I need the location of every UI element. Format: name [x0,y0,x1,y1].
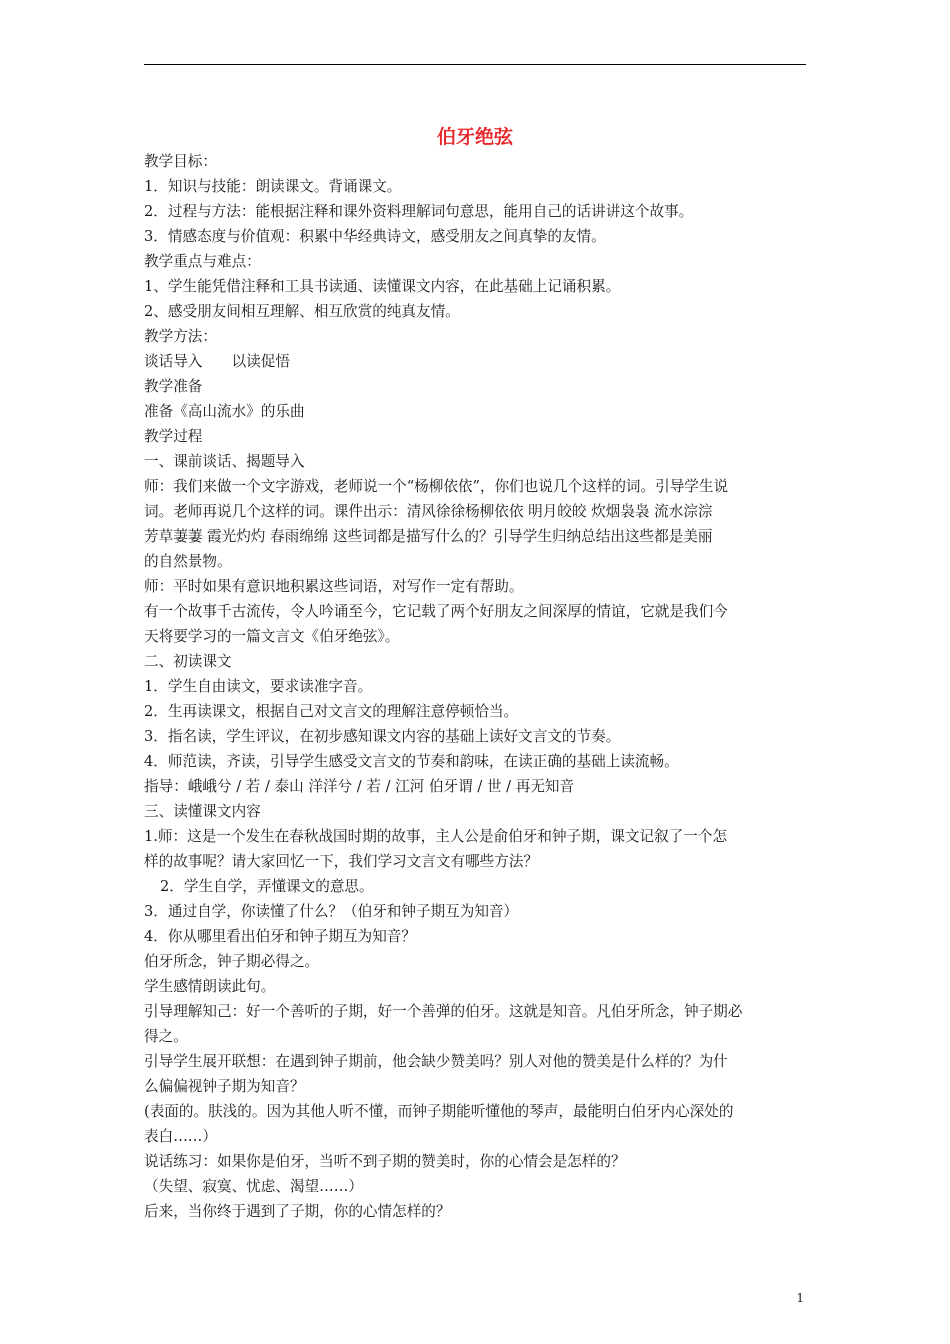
text-line: 词。老师再说几个这样的词。课件出示：清风徐徐杨柳依依 明月皎皎 炊烟袅袅 流水淙淙 [144,503,713,520]
text-line: 指导：峨峨兮 / 若 / 泰山 洋洋兮 / 若 / 江河 伯牙谓 / 世 / 再无知音 [144,778,575,795]
text-line: 天将要学习的一篇文言文《伯牙绝弦》。 [144,628,400,645]
text-line: 引导理解知己：好一个善听的子期，好一个善弹的伯牙。这就是知音。凡伯牙所念，钟子期必 [144,1003,743,1020]
text-line: 二、初读课文 [144,653,232,670]
text-line: 1．知识与技能：朗读课文。背诵课文。 [144,178,402,195]
text-line: 说话练习：如果你是伯牙，当听不到子期的赞美时，你的心情会是怎样的？ [144,1153,626,1170]
text-line: 教学过程 [144,428,203,445]
page-number: 1 [796,1291,804,1305]
document-body [144,149,808,1224]
text-line: 2．学生自学，弄懂课文的意思。 [160,878,374,895]
text-line: 1.师：这是一个发生在春秋战国时期的故事，主人公是俞伯牙和钟子期，课文记叙了一个怎 [144,828,728,845]
text-line: 学生感情朗读此句。 [144,978,276,995]
text-line: 谈话导入 以读促悟 [144,353,290,370]
text-line: 2．生再读课文，根据自己对文言文的理解注意停顿恰当。 [144,703,519,720]
text-line: 伯牙所念，钟子期必得之。 [144,953,320,970]
text-line: 师：平时如果有意识地积累这些词语，对写作一定有帮助。 [144,578,524,595]
text-line: 1、学生能凭借注释和工具书读通、读懂课文内容，在此基础上记诵积累。 [144,278,621,295]
document-title: 伯牙绝弦 [436,126,513,148]
text-line: (表面的。肤浅的。因为其他人听不懂，而钟子期能听懂他的琴声，最能明白伯牙内心深处的 [144,1103,734,1120]
text-line: 表白……） [144,1128,217,1145]
header-rule [144,64,806,65]
text-line: 么偏偏视钟子期为知音？ [144,1078,305,1095]
text-line: 3．指名读，学生评议，在初步感知课文内容的基础上读好文言文的节奏。 [144,728,621,745]
text-line: 教学方法： [144,328,217,345]
text-line: 一、课前谈话、揭题导入 [144,453,305,470]
text-line: 2．过程与方法：能根据注释和课外资料理解词句意思，能用自己的话讲讲这个故事。 [144,203,694,220]
text-line: 教学重点与难点： [144,253,261,270]
text-line: 的自然景物。 [144,553,232,570]
text-line: 有一个故事千古流传，令人吟诵至今，它记载了两个好朋友之间深厚的情谊，它就是我们今 [144,603,728,620]
text-line: 4．师范读，齐读，引导学生感受文言文的节奏和韵味，在读正确的基础上读流畅。 [144,753,679,770]
text-line: 后来，当你终于遇到了子期，你的心情怎样的？ [144,1203,451,1220]
text-line: 引导学生展开联想：在遇到钟子期前，他会缺少赞美吗？别人对他的赞美是什么样的？为什 [144,1053,728,1070]
text-line: 样的故事呢？请大家回忆一下，我们学习文言文有哪些方法？ [144,853,539,870]
text-line: 三、读懂课文内容 [144,803,261,820]
text-line: 教学目标： [144,153,217,170]
text-line: 3．情感态度与价值观：积累中华经典诗文，感受朋友之间真挚的友情。 [144,228,606,245]
text-line: 教学准备 [144,378,203,395]
text-line: 师：我们来做一个文字游戏，老师说一个“杨柳依依”，你们也说几个这样的词。引导学生说 [144,478,729,495]
text-line: 3．通过自学，你读懂了什么？（伯牙和钟子期互为知音） [144,903,519,920]
text-line: 1．学生自由读文，要求读准字音。 [144,678,373,695]
text-line: 得之。 [144,1028,188,1045]
text-line: 2、感受朋友间相互理解、相互欣赏的纯真友情。 [144,303,460,320]
text-line: 4．你从哪里看出伯牙和钟子期互为知音？ [144,928,416,945]
text-line: 芳草萋萋 霞光灼灼 春雨绵绵 这些词都是描写什么的？引导学生归纳总结出这些都是美丽 [144,528,713,545]
text-line: （失望、寂寞、忧虑、渴望……） [144,1178,363,1195]
text-line: 准备《高山流水》的乐曲 [144,403,305,420]
